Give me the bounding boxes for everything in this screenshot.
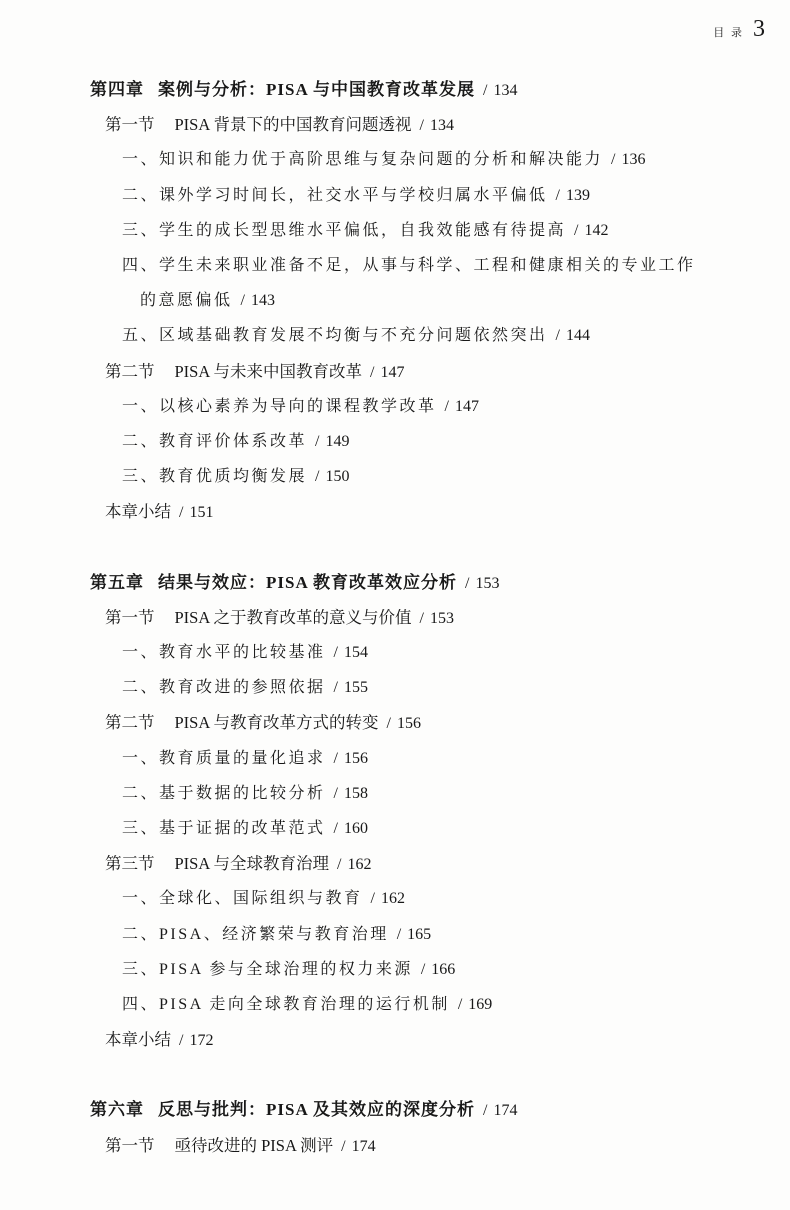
toc-section-entry [0,354,790,389]
chapter-label: 第六章 [90,1100,144,1120]
toc-item-entry [0,987,790,1022]
page-separator: / [240,292,245,310]
page-separator: / [420,960,426,978]
page-ref: 155 [343,679,368,697]
page-separator: / [457,995,463,1013]
page-ref: 156 [396,715,421,733]
item-title: 知识和能力优于高阶思维与复杂问题的分析和解决能力 [159,151,604,169]
page-separator: / [333,749,338,767]
page-separator: / [419,117,424,135]
page-separator: / [611,151,616,169]
page-separator: / [315,432,320,450]
toc-section-entry [0,600,790,635]
page-separator: / [483,82,488,99]
toc-item-entry [0,248,790,283]
page-separator: / [444,397,449,415]
page-separator: / [333,819,338,837]
running-header [713,14,765,44]
item-label: 三、 [122,468,160,486]
toc-item-entry [0,881,790,916]
item-label: 四、 [122,995,160,1013]
page-ref: 160 [343,819,368,837]
page-ref: 165 [407,925,432,943]
page-separator: / [574,221,579,239]
page-ref: 166 [431,960,456,978]
page-ref: 143 [250,292,275,310]
page-separator: / [555,186,560,204]
item-title: 以核心素养为导向的课程教学改革 [159,397,437,415]
page-ref: 172 [189,1032,214,1050]
chapter-title: 反思与批判：PISA 及其效应的深度分析 [158,1100,476,1120]
item-title: 教育改进的参照依据 [159,679,326,697]
page-ref: 153 [475,574,500,592]
page-separator: / [333,679,338,697]
item-title: 教育质量的量化追求 [159,749,326,767]
toc-chapter-heading [0,565,790,600]
toc-item-entry [0,213,790,248]
item-label: 三、 [122,819,160,837]
item-title: 基于证据的改革范式 [159,819,326,837]
toc-item-entry [0,142,790,177]
item-title: PISA、经济繁荣与教育治理 [159,925,389,943]
page-separator: / [315,468,320,486]
page-ref: 162 [380,890,405,908]
item-label: 四、 [122,256,160,274]
section-label: 第二节 [105,361,155,381]
page-ref: 169 [468,995,493,1013]
section-title: PISA 之于教育改革的意义与价值 [174,607,412,627]
item-label: 一、 [122,397,160,415]
toc-item-entry [0,741,790,776]
item-title: 区域基础教育发展不均衡与不充分问题依然突出 [159,327,548,345]
toc-section-entry [0,107,790,142]
page-ref: 134 [493,82,518,99]
item-label: 五、 [122,327,160,345]
page-ref: 154 [343,644,368,661]
page-separator: / [419,609,424,627]
section-title: PISA 与全球教育治理 [174,854,329,874]
page-separator: / [333,784,338,802]
item-label: 二、 [122,432,160,450]
page-ref: 162 [347,856,372,874]
toc-item-entry [0,178,790,213]
toc-item-entry [0,811,790,846]
toc-item-continuation [0,283,790,318]
running-header-title: 目 录 [713,27,744,39]
item-title: 学生的成长型思维水平偏低，自我效能感有待提高 [159,221,567,239]
page-ref: 147 [380,363,405,381]
page-ref: 151 [189,504,214,522]
summary-label: 本章小结 [105,502,171,522]
page-separator: / [369,363,375,381]
section-label: 第一节 [105,1135,155,1155]
item-title: 全球化、国际组织与教育 [159,890,363,908]
page-ref: 134 [429,117,454,135]
toc-section-entry [0,846,790,881]
page-separator: / [386,715,391,733]
item-label: 一、 [122,151,160,169]
item-title: 教育评价体系改革 [159,432,308,450]
toc-item-entry [0,318,790,353]
item-label: 三、 [122,960,160,978]
page-separator: / [396,925,402,943]
page-ref: 144 [565,327,590,345]
page-ref: 136 [621,151,646,169]
toc-item-entry [0,459,790,494]
table-of-contents [0,72,790,1163]
item-title: 学生未来职业准备不足，从事与科学、工程和健康相关的专业工作 [159,256,696,274]
page-ref: 174 [493,1102,518,1120]
item-label: 二、 [122,186,160,204]
chapter-title: 结果与效应：PISA 教育改革效应分析 [158,572,458,592]
page-separator: / [370,890,375,908]
toc-item-entry [0,424,790,459]
page-separator: / [465,574,470,592]
toc-chapter-summary [0,494,790,529]
chapter-label: 第五章 [90,572,144,592]
page-ref: 150 [325,468,350,486]
section-title: PISA 背景下的中国教育问题透视 [174,115,412,135]
section-title: 亟待改进的 PISA 测评 [174,1135,334,1155]
section-label: 第一节 [105,115,155,135]
section-label: 第二节 [105,713,155,733]
item-label: 一、 [122,749,160,767]
item-label: 二、 [122,784,160,802]
page-number: 3 [753,16,765,42]
page-separator: / [179,504,184,522]
toc-item-entry [0,670,790,705]
toc-section-entry [0,705,790,740]
page-ref: 149 [325,432,350,450]
page-ref: 174 [351,1137,376,1155]
item-title: PISA 参与全球治理的权力来源 [159,960,413,978]
page-ref: 153 [429,609,454,627]
item-label: 一、 [122,890,160,908]
summary-label: 本章小结 [105,1030,171,1050]
page-ref: 139 [565,186,590,204]
toc-section-entry [0,1128,790,1163]
toc-item-entry [0,776,790,811]
item-title: PISA 走向全球教育治理的运行机制 [159,995,450,1013]
section-title: PISA 与未来中国教育改革 [174,361,362,381]
page-separator: / [179,1032,184,1050]
toc-chapter-heading [0,1092,790,1127]
page-ref: 158 [343,784,368,802]
toc-chapter-summary [0,1022,790,1057]
toc-item-entry [0,917,790,952]
chapter-title: 案例与分析：PISA 与中国教育改革发展 [158,80,476,99]
item-title: 教育优质均衡发展 [159,468,308,486]
chapter-label: 第四章 [90,80,144,99]
section-label: 第一节 [105,607,155,627]
item-label: 三、 [122,221,160,239]
toc-item-entry [0,635,790,670]
item-title: 基于数据的比较分析 [159,784,326,802]
section-title: PISA 与教育改革方式的转变 [174,713,379,733]
page-separator: / [341,1137,346,1155]
page-separator: / [336,856,342,874]
item-label: 二、 [122,679,160,697]
section-label: 第三节 [105,854,155,874]
toc-item-entry [0,952,790,987]
page-separator: / [555,327,560,345]
page-ref: 156 [343,749,368,767]
item-label: 二、 [122,925,160,943]
page-ref: 147 [454,397,479,415]
toc-chapter-heading [0,72,790,107]
page-ref: 142 [584,221,609,239]
toc-item-entry [0,389,790,424]
page-separator: / [483,1102,488,1120]
item-title: 教育水平的比较基准 [159,644,326,661]
item-title: 课外学习时间长，社交水平与学校归属水平偏低 [159,186,548,204]
item-label: 一、 [122,644,160,661]
item-title-continuation: 的意愿偏低 [140,292,233,310]
page-separator: / [333,644,338,661]
